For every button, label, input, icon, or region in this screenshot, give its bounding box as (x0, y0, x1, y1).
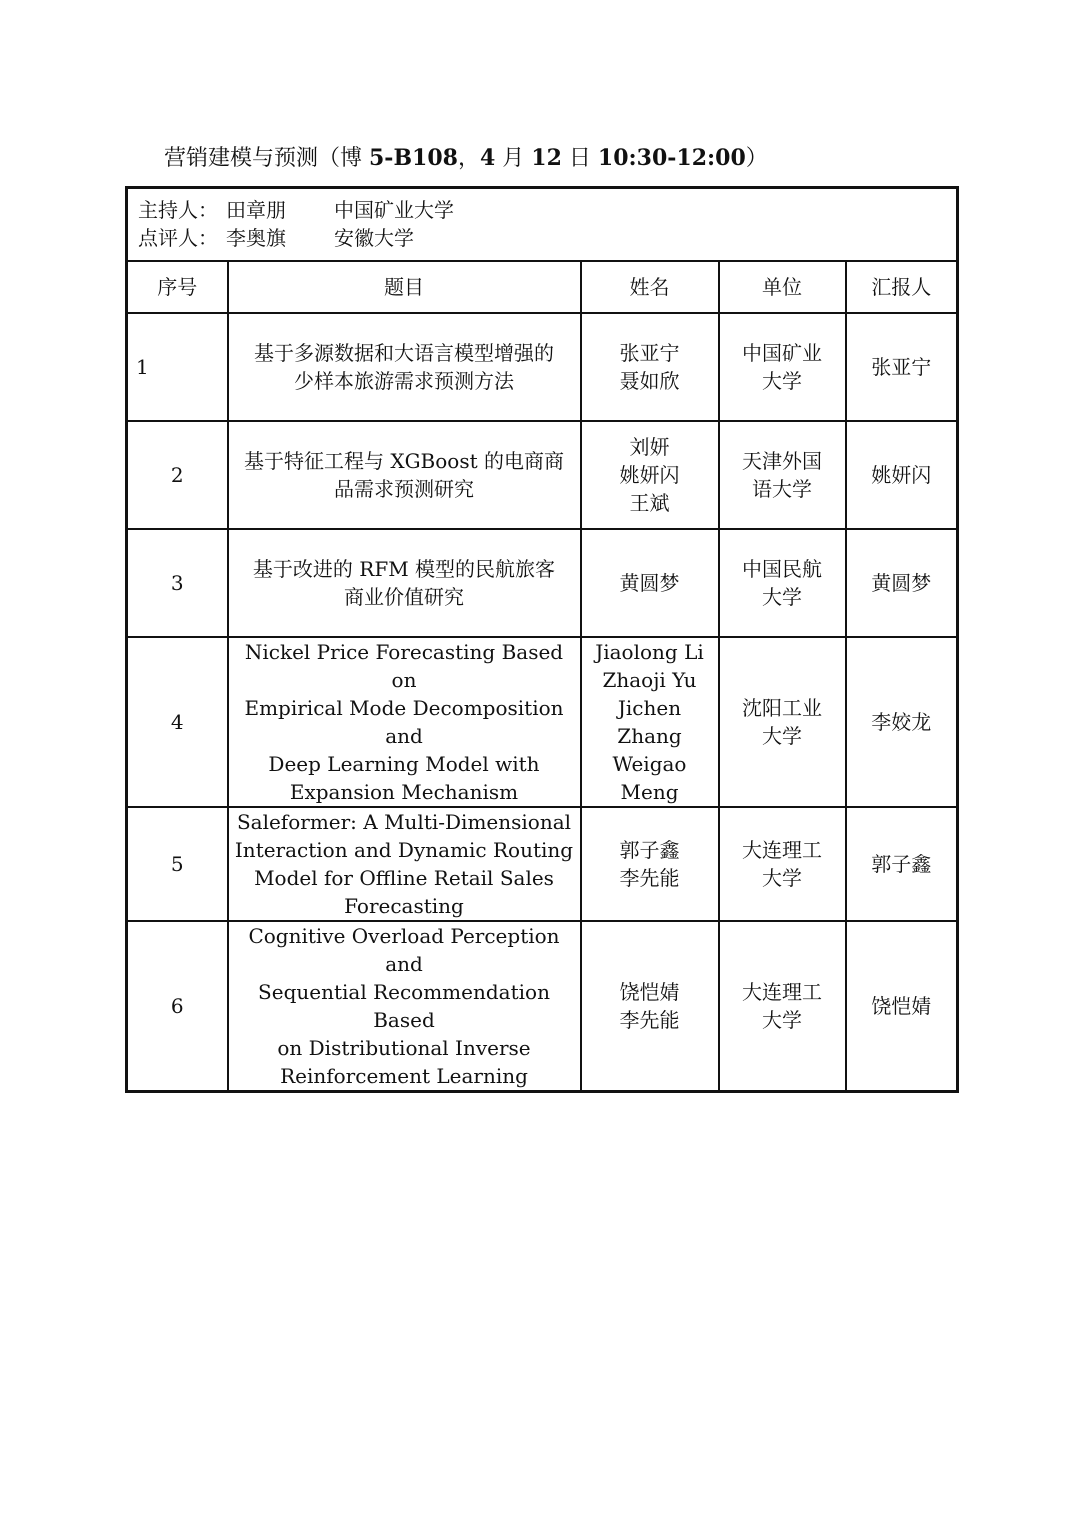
header-names: 姓名 (581, 261, 719, 313)
row-title-line: 基于改进的 RFM 模型的民航旅客 (252, 556, 556, 581)
host-line (138, 196, 946, 224)
row-title-line: Empirical Mode Decomposition and (244, 695, 564, 748)
row-title-line: Expansion Mechanism (289, 779, 519, 804)
header-presenter: 汇报人 (846, 261, 958, 313)
host-name: 田章朋 (226, 198, 286, 223)
row-unit (719, 529, 846, 637)
row-unit-line: 语大学 (752, 476, 812, 501)
row-title-line: Reinforcement Learning (280, 1063, 528, 1088)
row-unit-line: 大学 (762, 368, 802, 393)
title-prefix: 营销建模与预测（博 (164, 146, 369, 171)
reviewer-line (138, 224, 946, 252)
row-unit-line: 大学 (762, 584, 802, 609)
row-title-line: 基于多源数据和大语言模型增强的 (254, 340, 554, 365)
row-presenter: 李姣龙 (846, 637, 958, 807)
table-row (127, 637, 958, 807)
row-title-line: 少样本旅游需求预测方法 (294, 368, 514, 393)
row-names-line: Weigao (612, 751, 687, 776)
row-names-line: 饶恺婧 (619, 979, 680, 1004)
row-unit-line: 大学 (762, 723, 802, 748)
host-role: 主持人： (138, 198, 218, 223)
row-names-line: 张亚宁 (619, 340, 680, 365)
row-unit (719, 921, 846, 1092)
row-names (581, 921, 719, 1092)
row-unit-line: 天津外国 (742, 448, 822, 473)
row-presenter: 姚妍闪 (846, 421, 958, 529)
row-names (581, 529, 719, 637)
row-unit-line: 沈阳工业 (742, 695, 822, 720)
row-title-line: Forecasting (344, 893, 464, 918)
reviewer-name: 李奥旗 (226, 226, 286, 251)
room: 5-B108 (369, 145, 458, 171)
row-title-line: Nickel Price Forecasting Based on (244, 639, 564, 692)
row-title-line: 商业价值研究 (344, 584, 464, 609)
row-names-line: 黄圆梦 (619, 570, 680, 595)
row-title-line: Interaction and Dynamic Routing (234, 837, 574, 862)
row-names-line: Zhaoji Yu (602, 667, 697, 692)
title-suffix: ） (745, 146, 768, 171)
row-presenter: 张亚宁 (846, 313, 958, 421)
row-names (581, 807, 719, 921)
row-title (228, 529, 581, 637)
row-names-line: Jichen Zhang (617, 695, 682, 748)
table-row (127, 421, 958, 529)
header-unit: 单位 (719, 261, 846, 313)
row-seq: 2 (127, 421, 228, 529)
row-title-line: Saleformer: A Multi-Dimensional (236, 809, 572, 834)
row-names-line: 郭子鑫 (619, 837, 680, 862)
header-title: 题目 (228, 261, 581, 313)
row-title (228, 421, 581, 529)
row-names (581, 313, 719, 421)
row-title-line: Deep Learning Model with (268, 751, 540, 776)
row-title-line: 基于特征工程与 XGBoost 的电商商 (243, 448, 564, 473)
row-unit-line: 中国矿业 (742, 340, 822, 365)
header-row (127, 261, 958, 313)
table-row (127, 313, 958, 421)
row-seq: 6 (127, 921, 228, 1092)
table-row (127, 921, 958, 1092)
table-row (127, 529, 958, 637)
month: 4 (479, 145, 496, 171)
row-unit (719, 421, 846, 529)
host-affiliation: 中国矿业大学 (334, 198, 454, 223)
row-names-line: 姚妍闪 (619, 462, 680, 487)
row-title (228, 637, 581, 807)
title-separator: ， (457, 146, 480, 171)
header-seq: 序号 (127, 261, 228, 313)
table-row (127, 807, 958, 921)
row-unit (719, 313, 846, 421)
row-unit-line: 大学 (762, 865, 802, 890)
row-unit-line: 大连理工 (742, 837, 822, 862)
row-presenter: 黄圆梦 (846, 529, 958, 637)
row-title-line: on Distributional Inverse (277, 1035, 531, 1060)
row-names-line: 聂如欣 (619, 368, 680, 393)
session-title (164, 140, 768, 176)
row-presenter: 郭子鑫 (846, 807, 958, 921)
row-names-line: 李先能 (619, 865, 680, 890)
row-unit (719, 807, 846, 921)
row-names-line: Meng (620, 779, 679, 804)
row-title-line: Model for Offline Retail Sales (254, 865, 554, 890)
reviewer-role: 点评人： (138, 226, 218, 251)
row-unit-line: 中国民航 (742, 556, 822, 581)
info-row (127, 188, 958, 261)
row-title-line: 品需求预测研究 (334, 476, 474, 501)
day-unit: 日 (561, 146, 598, 171)
month-unit: 月 (495, 146, 532, 171)
row-seq: 4 (127, 637, 228, 807)
row-seq: 1 (127, 313, 228, 421)
row-names-line: 王斌 (629, 490, 670, 515)
row-names-line: 李先能 (619, 1007, 680, 1032)
row-title (228, 313, 581, 421)
row-presenter: 饶恺婧 (846, 921, 958, 1092)
row-names (581, 637, 719, 807)
row-title-line: Cognitive Overload Perception and (248, 923, 560, 976)
row-title (228, 921, 581, 1092)
row-seq: 3 (127, 529, 228, 637)
row-unit-line: 大连理工 (742, 979, 822, 1004)
day: 12 (531, 145, 562, 171)
row-title-line: Sequential Recommendation Based (258, 979, 550, 1032)
time: 10:30-12:00 (597, 145, 746, 171)
row-unit-line: 大学 (762, 1007, 802, 1032)
row-unit (719, 637, 846, 807)
info-cell (127, 188, 958, 261)
session-table (125, 186, 959, 1093)
row-names (581, 421, 719, 529)
row-names-line: Jiaolong Li (595, 639, 704, 664)
reviewer-affiliation: 安徽大学 (334, 226, 414, 251)
row-names-line: 刘妍 (629, 434, 670, 459)
row-title (228, 807, 581, 921)
row-seq: 5 (127, 807, 228, 921)
